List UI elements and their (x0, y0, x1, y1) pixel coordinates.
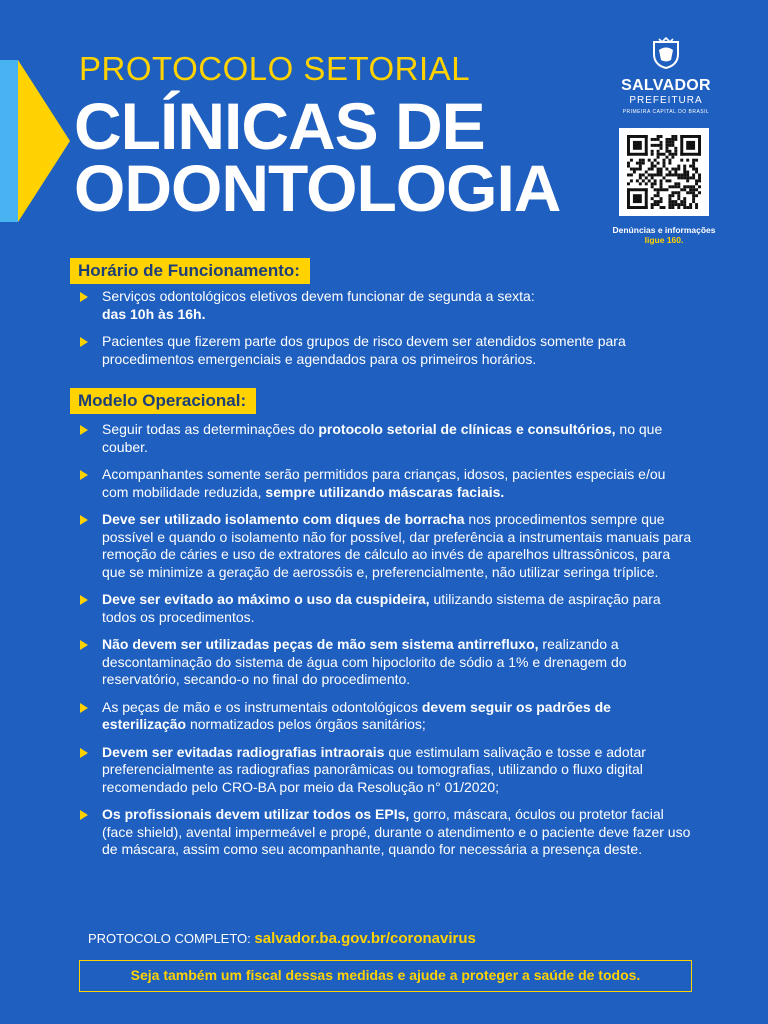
bullet-arrow-icon (80, 703, 88, 713)
bullet-arrow-icon (80, 640, 88, 650)
bullet-arrow-icon (80, 748, 88, 758)
title-line-2: ODONTOLOGIA (74, 151, 561, 225)
list-item: Não devem ser utilizadas peças de mão sem sistema antirrefluxo, realizando a descontaminação do sistema de água com hipoclorito de sódio a 1% e drenagem do reservatório, secando-o no final do procedimento. (80, 636, 695, 689)
bullet-arrow-icon (80, 292, 88, 302)
list-item: Acompanhantes somente serão permitidos para crianças, idosos, pacientes especiais e/ou com mobilidade reduzida, sempre utilizando máscaras faciais. (80, 466, 695, 501)
qr-caption (604, 225, 724, 245)
qr-code[interactable] (619, 128, 709, 216)
list-item: Devem ser evitadas radiografias intraorais que estimulam salivação e tosse e adotar preferencialmente as radiografias panorâmicas ou tomografias, utilizando o fluxo digital recomendado pelo CRO-BA por meio da Resolução n° 01/2020; (80, 744, 695, 797)
section-title-hours: Horário de Funcionamento: (70, 258, 310, 284)
protocol-kicker: PROTOCOLO SETORIAL (79, 50, 471, 87)
list-item: Pacientes que fizerem parte dos grupos de risco devem ser atendidos somente para procedimentos emergenciais e agendados para os primeiros horários. (80, 333, 695, 368)
salvador-logo (618, 36, 714, 115)
operational-list (80, 421, 695, 869)
list-item: Seguir todas as determinações do protocolo setorial de clínicas e consultórios, no que couber. (80, 421, 695, 456)
fiscal-banner: Seja também um fiscal dessas medidas e ajude a proteger a saúde de todos. (79, 960, 692, 992)
title-line-1: CLÍNICAS DE (74, 89, 485, 163)
list-item: Deve ser evitado ao máximo o uso da cuspideira, utilizando sistema de aspiração para todos os procedimentos. (80, 591, 695, 626)
page-title (74, 89, 561, 225)
crest-icon (649, 36, 683, 70)
logo-tagline: PRIMEIRA CAPITAL DO BRASIL (622, 109, 710, 115)
qr-caption-line-1: Denúncias e informações (612, 225, 716, 235)
qr-code-icon (627, 135, 701, 209)
protocol-url-link[interactable]: salvador.ba.gov.br/coronavirus (254, 930, 476, 947)
accent-bar (0, 60, 18, 222)
bullet-arrow-icon (80, 337, 88, 347)
logo-sub: PREFEITURA (629, 95, 703, 106)
bullet-arrow-icon (80, 470, 88, 480)
footer-protocol-link (88, 930, 476, 947)
bullet-arrow-icon (80, 515, 88, 525)
list-item: Os profissionais devem utilizar todos os EPIs, gorro, máscara, óculos ou protetor facial (face shield), avental impermeável e propé, durante o atendimento e o paciente deve fazer uso de máscara, assim como seu acompanhante, quando for necessária a presença deste. (80, 806, 695, 859)
bullet-arrow-icon (80, 595, 88, 605)
bullet-arrow-icon (80, 810, 88, 820)
list-item: Deve ser utilizado isolamento com diques de borracha nos procedimentos sempre que possível e quando o isolamento não for possível, dar preferência a instrumentais manuais para remoção de cáries e uso de extratores de cálculo ao invés de aparelhos ultrassônicos, para que se minimize a geração de aerossóis e, preferencialmente, não utilizar seringa tríplice. (80, 511, 695, 581)
list-item: Serviços odontológicos eletivos devem funcionar de segunda a sexta: das 10h às 16h. (80, 288, 695, 323)
footer-label: PROTOCOLO COMPLETO: (88, 931, 255, 946)
arrow-icon (18, 60, 70, 222)
bullet-arrow-icon (80, 425, 88, 435)
qr-caption-line-2: ligue 160. (644, 235, 684, 245)
hours-list (80, 288, 695, 378)
logo-name: SALVADOR (621, 77, 711, 94)
section-title-operational: Modelo Operacional: (70, 388, 256, 414)
list-item: As peças de mão e os instrumentais odontológicos devem seguir os padrões de esterilização normatizados pelos órgãos sanitários; (80, 699, 695, 734)
